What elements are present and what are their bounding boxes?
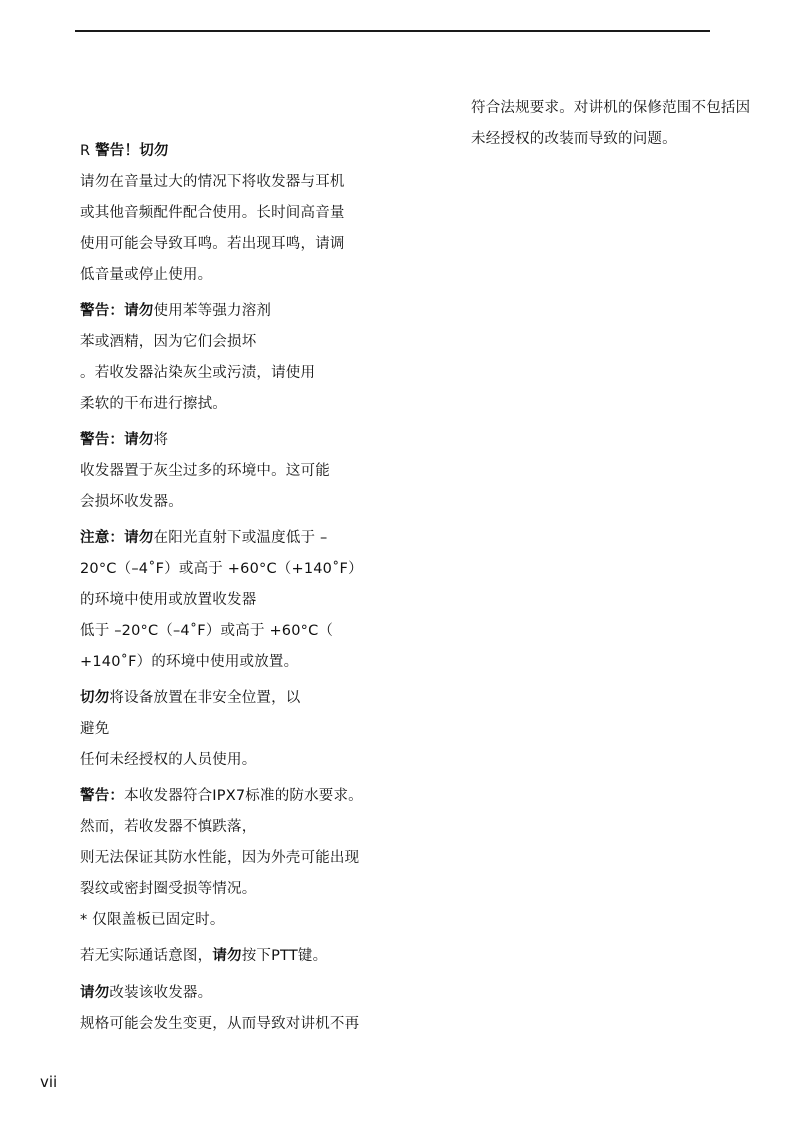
header-rule bbox=[75, 30, 710, 32]
heading-rest: 改装该收发器。 bbox=[109, 985, 213, 1001]
heading-prefix: R bbox=[80, 143, 96, 159]
modify-heading bbox=[80, 978, 400, 1009]
text-line: 符合法规要求。对讲机的保修范围不包括因 bbox=[471, 100, 751, 116]
text-line: 规格可能会发生变更，从而导致对讲机不再 bbox=[80, 1016, 360, 1032]
caution-temperature bbox=[80, 523, 400, 678]
warning-heading bbox=[80, 781, 400, 812]
warning-heading bbox=[80, 296, 400, 327]
text-line: 请勿在音量过大的情况下将收发器与耳机 bbox=[80, 174, 345, 190]
text-line: * 仅限盖板已固定时。 bbox=[80, 912, 225, 928]
heading-bold: 警告！切勿 bbox=[95, 143, 169, 159]
text-line: 苯或酒精，因为它们会损坏 bbox=[80, 334, 257, 350]
heading-rest: 将 bbox=[153, 432, 169, 448]
modify-note bbox=[80, 978, 400, 1040]
ptt-prefix: 若无实际通话意图， bbox=[80, 948, 213, 964]
warning-volume bbox=[80, 136, 400, 291]
ptt-suffix: 按下PTT键。 bbox=[241, 948, 328, 964]
caution-label: 注意： bbox=[80, 530, 125, 546]
warning-dust bbox=[80, 425, 400, 518]
left-column bbox=[80, 136, 400, 1045]
text-line: 使用可能会导致耳鸣。若出现耳鸣，请调 bbox=[80, 236, 345, 252]
ptt-note bbox=[80, 941, 400, 972]
text-line: 20°C（–4˚F）或高于 +60°C（+140˚F） bbox=[80, 561, 363, 577]
text-line: 或其他音频配件配合使用。长时间高音量 bbox=[80, 205, 345, 221]
never-label: 请勿 bbox=[80, 985, 110, 1001]
never-label: 请勿 bbox=[124, 303, 154, 319]
text-line: 。若收发器沾染灰尘或污渍，请使用 bbox=[80, 365, 316, 381]
never-label: 请勿 bbox=[124, 530, 154, 546]
never-heading bbox=[80, 683, 400, 714]
heading-rest: 在阳光直射下或温度低于 – bbox=[153, 530, 328, 546]
warning-label: 警告： bbox=[80, 432, 125, 448]
heading-rest: 本收发器符合IPX7标准的防水要求。 bbox=[124, 788, 363, 804]
text-line: 会损坏收发器。 bbox=[80, 494, 183, 510]
text-line: 低于 –20°C（–4˚F）或高于 +60°C（ bbox=[80, 623, 334, 639]
never-label: 切勿 bbox=[80, 690, 110, 706]
text-line: 避免 bbox=[80, 721, 110, 737]
text-line: 低音量或停止使用。 bbox=[80, 267, 213, 283]
heading-rest: 将设备放置在非安全位置，以 bbox=[109, 690, 301, 706]
never-label: 请勿 bbox=[124, 432, 154, 448]
warning-heading bbox=[80, 425, 400, 456]
caution-heading bbox=[80, 523, 400, 554]
text-line: 则无法保证其防水性能，因为外壳可能出现 bbox=[80, 850, 360, 866]
text-line: 裂纹或密封圈受损等情况。 bbox=[80, 881, 257, 897]
text-line: 然而，若收发器不慎跌落， bbox=[80, 819, 257, 835]
text-line: 任何未经授权的人员使用。 bbox=[80, 752, 257, 768]
text-line: 未经授权的改装而导致的问题。 bbox=[471, 131, 677, 147]
warning-solvents bbox=[80, 296, 400, 420]
warning-label: 警告： bbox=[80, 788, 125, 804]
warning-waterproof bbox=[80, 781, 400, 936]
right-column bbox=[471, 93, 781, 155]
text-line: 的环境中使用或放置收发器 bbox=[80, 592, 257, 608]
never-label: 请勿 bbox=[212, 948, 242, 964]
text-line: 收发器置于灰尘过多的环境中。这可能 bbox=[80, 463, 330, 479]
warning-label: 警告： bbox=[80, 303, 125, 319]
page-number: vii bbox=[40, 1073, 58, 1091]
text-line: +140˚F）的环境中使用或放置。 bbox=[80, 654, 299, 670]
warning-heading bbox=[80, 136, 400, 167]
heading-rest: 使用苯等强力溶剂 bbox=[153, 303, 272, 319]
text-line: 柔软的干布进行擦拭。 bbox=[80, 396, 227, 412]
never-unsafe-location bbox=[80, 683, 400, 776]
ptt-line bbox=[80, 941, 400, 972]
